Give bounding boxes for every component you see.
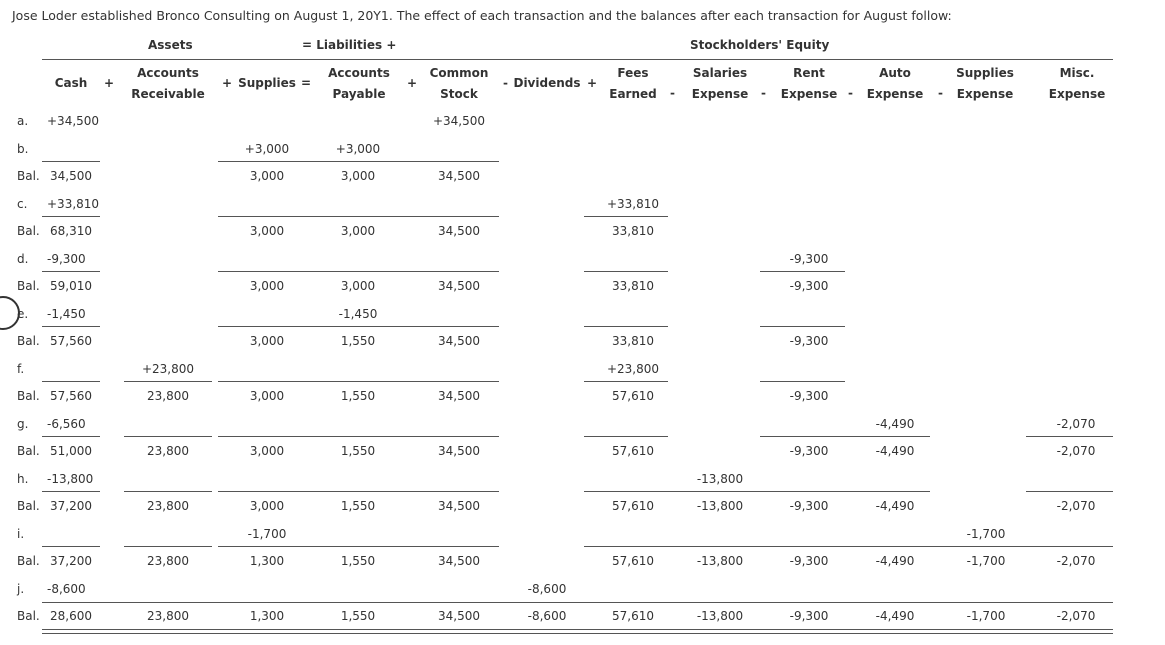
header-salaries-line1: Salaries <box>692 66 748 80</box>
cell-misc: -2,070 <box>1056 444 1096 458</box>
cell-fees: 33,810 <box>612 224 654 238</box>
total-rule <box>218 326 314 327</box>
header-fees-line1: Fees <box>617 66 649 80</box>
total-rule <box>314 216 499 217</box>
cell-cash: 28,600 <box>50 609 92 623</box>
row-label: f. <box>17 362 25 376</box>
total-rule <box>218 546 314 547</box>
cell-cs: 34,500 <box>438 279 480 293</box>
total-rule <box>42 546 100 547</box>
cell-cs: 34,500 <box>438 169 480 183</box>
cell-fees: 57,610 <box>612 444 654 458</box>
cell-ap: 1,550 <box>340 389 376 403</box>
cell-rent: -9,300 <box>789 444 829 458</box>
row-label: j. <box>17 582 25 596</box>
total-rule <box>42 161 100 162</box>
cell-cash: 34,500 <box>50 169 92 183</box>
cell-supplies: +3,000 <box>244 142 290 156</box>
cell-cash: -8,600 <box>47 582 86 596</box>
cell-ap: 1,550 <box>340 499 376 513</box>
group-liabilities: = Liabilities + <box>302 38 397 52</box>
operator: - <box>761 86 766 100</box>
row-label: a. <box>17 114 29 128</box>
cell-fees: +23,800 <box>606 362 660 376</box>
total-rule <box>314 491 499 492</box>
header-supexp-line1: Supplies <box>956 66 1014 80</box>
cell-fees: 33,810 <box>612 334 654 348</box>
group-assets: Assets <box>148 38 193 52</box>
cell-cash: -1,450 <box>47 307 86 321</box>
total-rule <box>124 436 212 437</box>
header-auto-line1: Auto <box>879 66 911 80</box>
total-rule <box>124 546 212 547</box>
cell-misc: -2,070 <box>1056 417 1096 431</box>
header-ap-line1: Accounts <box>328 66 390 80</box>
cell-supplies: 3,000 <box>249 389 285 403</box>
cell-ap: 1,550 <box>340 334 376 348</box>
cell-cs: 34,500 <box>438 389 480 403</box>
header-cs-line2: Stock <box>440 87 478 101</box>
cell-ar: 23,800 <box>147 554 189 568</box>
total-rule <box>760 381 845 382</box>
cell-ar: 23,800 <box>147 609 189 623</box>
header-supexp-line2: Expense <box>956 87 1014 101</box>
cell-supexp: -1,700 <box>966 554 1006 568</box>
total-rule <box>42 216 100 217</box>
total-rule <box>760 436 930 437</box>
total-rule <box>1026 491 1113 492</box>
cell-sal: -13,800 <box>696 554 744 568</box>
total-rule <box>218 161 314 162</box>
cell-fees: 57,610 <box>612 389 654 403</box>
operator: - <box>670 86 675 100</box>
cell-supplies: 3,000 <box>249 169 285 183</box>
header-misc-line2: Expense <box>1048 87 1106 101</box>
cell-rent: -9,300 <box>789 252 829 266</box>
cell-rent: -9,300 <box>789 499 829 513</box>
cell-fees: 57,610 <box>612 499 654 513</box>
row-label: i. <box>17 527 25 541</box>
cell-ap: +3,000 <box>335 142 381 156</box>
header-cs-line1: Common <box>429 66 489 80</box>
cell-div: -8,600 <box>527 609 567 623</box>
cell-supplies: 3,000 <box>249 444 285 458</box>
cell-fees: 57,610 <box>612 554 654 568</box>
operator: - <box>938 86 943 100</box>
cell-auto: -4,490 <box>875 417 915 431</box>
cell-sal: -13,800 <box>696 472 744 486</box>
total-rule <box>218 436 314 437</box>
row-label: Bal. <box>17 334 40 348</box>
cell-supplies: 3,000 <box>249 334 285 348</box>
cell-cs: +34,500 <box>432 114 486 128</box>
total-rule <box>584 271 668 272</box>
total-rule <box>314 381 499 382</box>
operator: + <box>407 76 418 90</box>
cell-ar: 23,800 <box>147 444 189 458</box>
total-rule <box>314 436 499 437</box>
cell-cash: 59,010 <box>50 279 92 293</box>
cell-cash: 57,560 <box>50 334 92 348</box>
total-rule <box>584 326 668 327</box>
cell-div: -8,600 <box>527 582 567 596</box>
header-ar-line2: Receivable <box>131 87 205 101</box>
header-ar-line1: Accounts <box>137 66 199 80</box>
total-rule <box>42 602 1113 603</box>
total-rule <box>584 436 668 437</box>
row-label: c. <box>17 197 28 211</box>
total-rule <box>124 491 212 492</box>
row-label: Bal. <box>17 279 40 293</box>
cell-cash: +33,810 <box>47 197 100 211</box>
header-rent-line2: Expense <box>780 87 838 101</box>
cell-rent: -9,300 <box>789 609 829 623</box>
cell-cash: 68,310 <box>50 224 92 238</box>
cell-auto: -4,490 <box>875 554 915 568</box>
cell-cash: -6,560 <box>47 417 86 431</box>
cell-cash: 57,560 <box>50 389 92 403</box>
total-rule <box>218 491 314 492</box>
cell-rent: -9,300 <box>789 389 829 403</box>
cell-sal: -13,800 <box>696 609 744 623</box>
total-rule <box>42 491 100 492</box>
header-supplies: Supplies <box>238 76 296 90</box>
cell-ar: +23,800 <box>141 362 195 376</box>
group-equity: Stockholders' Equity <box>690 38 830 52</box>
header-rent-line1: Rent <box>793 66 825 80</box>
total-rule <box>314 326 499 327</box>
cell-supplies: 3,000 <box>249 499 285 513</box>
total-rule <box>760 271 845 272</box>
operator: - <box>848 86 853 100</box>
header-auto-line2: Expense <box>866 87 924 101</box>
row-label: Bal. <box>17 554 40 568</box>
total-rule <box>584 381 668 382</box>
total-rule <box>42 326 100 327</box>
cell-cs: 34,500 <box>438 609 480 623</box>
total-rule <box>760 326 845 327</box>
header-fees-line2: Earned <box>609 87 657 101</box>
cell-supplies: -1,700 <box>247 527 287 541</box>
cell-fees: +33,810 <box>606 197 660 211</box>
cell-sal: -13,800 <box>696 499 744 513</box>
cell-misc: -2,070 <box>1056 499 1096 513</box>
cell-cs: 34,500 <box>438 444 480 458</box>
operator: + <box>104 76 115 90</box>
cell-auto: -4,490 <box>875 609 915 623</box>
total-rule <box>584 546 1113 547</box>
cell-cash: 37,200 <box>50 554 92 568</box>
cell-misc: -2,070 <box>1056 609 1096 623</box>
total-rule <box>42 271 100 272</box>
cell-ar: 23,800 <box>147 389 189 403</box>
cell-cash: +34,500 <box>47 114 100 128</box>
cell-ap: -1,450 <box>338 307 378 321</box>
cell-fees: 57,610 <box>612 609 654 623</box>
cell-misc: -2,070 <box>1056 554 1096 568</box>
cell-supplies: 3,000 <box>249 279 285 293</box>
cell-supexp: -1,700 <box>966 527 1006 541</box>
cell-rent: -9,300 <box>789 279 829 293</box>
cell-cs: 34,500 <box>438 224 480 238</box>
total-rule <box>584 216 668 217</box>
cell-ap: 1,550 <box>340 609 376 623</box>
total-rule <box>42 381 100 382</box>
cell-rent: -9,300 <box>789 334 829 348</box>
cell-supplies: 1,300 <box>249 554 285 568</box>
row-label: e. <box>17 307 29 321</box>
row-label: Bal. <box>17 609 40 623</box>
cell-cs: 34,500 <box>438 499 480 513</box>
row-label: g. <box>17 417 29 431</box>
total-rule <box>218 216 314 217</box>
header-dividends: Dividends <box>513 76 581 90</box>
cell-auto: -4,490 <box>875 444 915 458</box>
problem-intro: Jose Loder established Bronco Consulting on August 1, 20Y1. The effect of each transaction and the balances after each transaction for August follow: <box>12 8 952 23</box>
operator: - <box>503 76 508 90</box>
row-label: b. <box>17 142 29 156</box>
header-cash: Cash <box>54 76 88 90</box>
row-label: d. <box>17 252 29 266</box>
cell-ap: 3,000 <box>340 169 376 183</box>
cell-cash: -9,300 <box>47 252 86 266</box>
operator: + <box>222 76 233 90</box>
row-label: h. <box>17 472 29 486</box>
cell-ap: 1,550 <box>340 444 376 458</box>
double-rule <box>42 629 1113 634</box>
row-label: Bal. <box>17 499 40 513</box>
total-rule <box>314 546 499 547</box>
operator: = <box>301 76 312 90</box>
total-rule <box>584 491 930 492</box>
total-rule <box>218 381 314 382</box>
cell-supplies: 1,300 <box>249 609 285 623</box>
operator: + <box>587 76 598 90</box>
cell-cash: -13,800 <box>47 472 94 486</box>
total-rule <box>314 161 499 162</box>
total-rule <box>314 271 499 272</box>
total-rule <box>42 436 100 437</box>
total-rule <box>1026 436 1113 437</box>
row-label: Bal. <box>17 169 40 183</box>
cell-cash: 37,200 <box>50 499 92 513</box>
cell-cs: 34,500 <box>438 554 480 568</box>
cell-cash: 51,000 <box>50 444 92 458</box>
cell-rent: -9,300 <box>789 554 829 568</box>
row-label: Bal. <box>17 224 40 238</box>
cell-auto: -4,490 <box>875 499 915 513</box>
cell-ar: 23,800 <box>147 499 189 513</box>
cell-ap: 3,000 <box>340 279 376 293</box>
header-salaries-line2: Expense <box>691 87 749 101</box>
header-rule <box>42 59 1113 60</box>
cell-cs: 34,500 <box>438 334 480 348</box>
cell-supexp: -1,700 <box>966 609 1006 623</box>
cell-supplies: 3,000 <box>249 224 285 238</box>
cell-ap: 3,000 <box>340 224 376 238</box>
header-misc-line1: Misc. <box>1059 66 1095 80</box>
row-label: Bal. <box>17 389 40 403</box>
total-rule <box>124 381 212 382</box>
cell-fees: 33,810 <box>612 279 654 293</box>
header-ap-line2: Payable <box>332 87 386 101</box>
row-label: Bal. <box>17 444 40 458</box>
cell-ap: 1,550 <box>340 554 376 568</box>
total-rule <box>218 271 314 272</box>
